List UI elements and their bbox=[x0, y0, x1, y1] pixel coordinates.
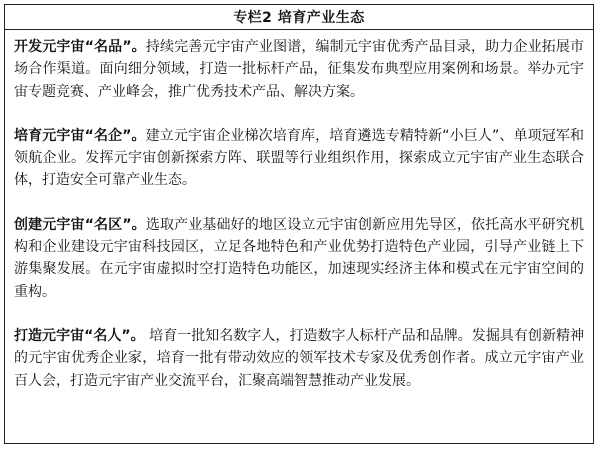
section-body: 建立元宇宙企业梯次培育库，培育遴选专精特新“小巨人”、单项冠军和领航企业。发挥元宇宙创新探索方阵、联盟等行业组织作用，探索成立元宇宙产业生态联合体，打造安全可靠产业生态。 bbox=[14, 127, 584, 189]
section-famous-products bbox=[14, 36, 584, 103]
section-lead: 培育元宇宙“名企”。 bbox=[14, 127, 146, 144]
box-content bbox=[5, 30, 593, 392]
section-body: 持续完善元宇宙产业图谱，编制元宇宙优秀产品目录，助力企业拓展市场合作渠道。面向细分领域，打造一批标杆产品，征集发布典型应用案例和场景。举办元宇宙专题竞赛、产业峰会，推广优秀技术产品、解决方案。 bbox=[14, 39, 585, 100]
feature-box bbox=[4, 4, 594, 444]
section-body: 培育一批知名数字人，打造数字人标杆产品和品牌。发掘具有创新精神的元宇宙优秀企业家，培育一批有带动效应的领军技术专家及优秀创作者。成立元宇宙产业百人会，打造元宇宙产业交流平台，汇聚高端智慧推动产业发展。 bbox=[14, 327, 584, 389]
section-lead: 开发元宇宙“名品”。 bbox=[14, 39, 146, 55]
section-body: 选取产业基础好的地区设立元宇宙创新应用先导区，依托高水平研究机构和企业建设元宇宙科技园区，立足各地特色和产业优势打造特色产业园，引导产业链上下游集聚发展。在元宇宙虚拟时空打造特色功能区，加速现实经济主体和模式在元宇宙空间的重构。 bbox=[14, 216, 585, 300]
section-lead: 创建元宇宙“名区”。 bbox=[14, 216, 146, 233]
section-famous-people bbox=[14, 325, 584, 392]
box-title: 专栏2 培育产业生态 bbox=[5, 5, 593, 30]
section-famous-zones bbox=[14, 214, 584, 303]
section-lead: 打造元宇宙“名人”。 bbox=[14, 327, 145, 344]
section-famous-enterprises bbox=[14, 125, 584, 192]
